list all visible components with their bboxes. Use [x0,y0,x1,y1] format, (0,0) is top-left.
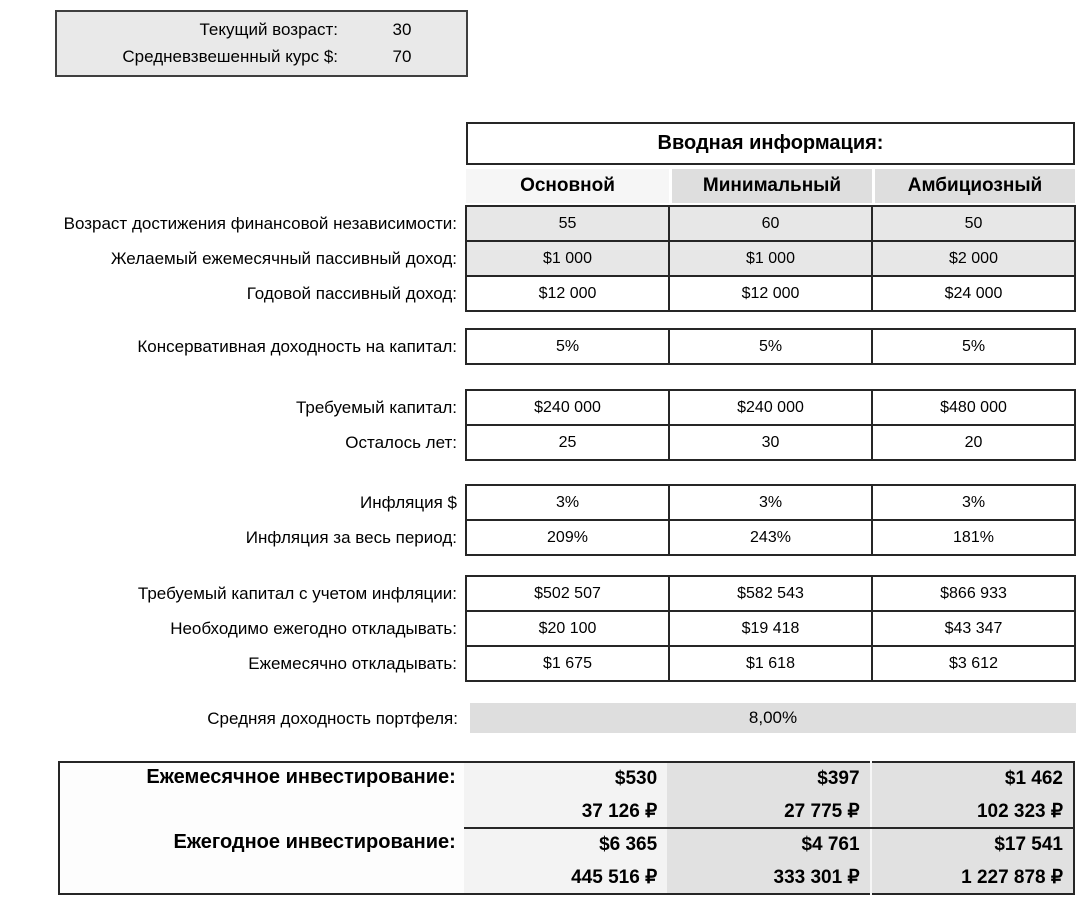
portfolio-return-value[interactable]: 8,00% [470,703,1076,733]
capital-with-inflation-ambitious-cell[interactable]: $866 933 [872,576,1075,611]
table-row [0,520,1075,555]
group-conservative-return [0,328,1076,365]
current-age-label: Текущий возраст: [199,19,338,39]
desired-monthly-income-minimal-cell[interactable]: $1 000 [669,241,872,276]
table-row [0,646,1075,681]
current-age-value[interactable]: 30 [392,19,412,39]
period-inflation-ambitious-cell[interactable]: 181% [872,520,1075,555]
monthly-savings-main-cell[interactable]: $1 675 [466,646,669,681]
table-row [0,241,1075,276]
conservative-return-minimal-cell[interactable]: 5% [669,329,872,364]
table-row [0,276,1075,311]
table-row [0,425,1075,460]
annual-investment-main-rub[interactable]: 445 516 ₽ [464,861,667,894]
monthly-investment-main-rub[interactable]: 37 126 ₽ [464,795,667,828]
monthly-savings-label: Ежемесячно откладывать: [248,653,457,673]
fi-age-label: Возраст достижения финансовой независимости: [63,213,457,233]
annual-investment-main-usd[interactable]: $6 365 [464,828,667,861]
table-row [0,329,1075,364]
column-headers [0,169,1075,203]
column-header-ambitious[interactable]: Амбициозный [872,169,1075,203]
monthly-investment-label: Ежемесячное инвестирование: [59,762,464,828]
usd-inflation-main-cell[interactable]: 3% [466,485,669,520]
table-row [0,485,1075,520]
group-inflation [0,484,1076,556]
annual-passive-income-minimal-cell[interactable]: $12 000 [669,276,872,311]
monthly-investment-main-usd[interactable]: $530 [464,762,667,795]
table-row [0,390,1075,425]
annual-investment-minimal-usd[interactable]: $4 761 [667,828,870,861]
usd-inflation-label: Инфляция $ [360,492,457,512]
annual-passive-income-ambitious-cell[interactable]: $24 000 [872,276,1075,311]
table-row [0,576,1075,611]
annual-savings-ambitious-cell[interactable]: $43 347 [872,611,1075,646]
required-capital-minimal-cell[interactable]: $240 000 [669,390,872,425]
portfolio-return-label: Средняя доходность портфеля: [207,709,458,728]
group-savings-plan [0,575,1076,682]
capital-with-inflation-main-cell[interactable]: $502 507 [466,576,669,611]
period-inflation-label: Инфляция за весь период: [245,527,457,547]
usd-inflation-ambitious-cell[interactable]: 3% [872,485,1075,520]
info-row-current-age [57,20,466,40]
capital-with-inflation-minimal-cell[interactable]: $582 543 [669,576,872,611]
table-row [59,762,1074,795]
column-headers-spacer [0,169,466,203]
required-capital-ambitious-cell[interactable]: $480 000 [872,390,1075,425]
years-left-minimal-cell[interactable]: 30 [669,425,872,460]
usd-rate-label: Средневзвешенный курс $: [122,47,338,67]
desired-monthly-income-label: Желаемый ежемесячный пассивный доход: [110,248,457,268]
fi-age-ambitious-cell[interactable]: 50 [872,206,1075,241]
monthly-savings-ambitious-cell[interactable]: $3 612 [872,646,1075,681]
required-capital-main-cell[interactable]: $240 000 [466,390,669,425]
required-capital-label: Требуемый капитал: [295,397,457,417]
monthly-investment-minimal-rub[interactable]: 27 775 ₽ [667,795,870,828]
years-left-label: Осталось лет: [345,432,457,452]
monthly-investment-minimal-usd[interactable]: $397 [667,762,870,795]
monthly-investment-ambitious-rub[interactable]: 102 323 ₽ [871,795,1074,828]
fi-age-main-cell[interactable]: 55 [466,206,669,241]
period-inflation-minimal-cell[interactable]: 243% [669,520,872,555]
annual-investment-ambitious-usd[interactable]: $17 541 [871,828,1074,861]
table-row [0,611,1075,646]
summary-table [58,761,1075,895]
annual-investment-minimal-rub[interactable]: 333 301 ₽ [667,861,870,894]
table-row [0,206,1075,241]
capital-with-inflation-label: Требуемый капитал с учетом инфляции: [137,583,457,603]
group-income-targets [0,205,1076,312]
conservative-return-ambitious-cell[interactable]: 5% [872,329,1075,364]
monthly-savings-minimal-cell[interactable]: $1 618 [669,646,872,681]
conservative-return-main-cell[interactable]: 5% [466,329,669,364]
usd-rate-value[interactable]: 70 [392,47,412,67]
group-required-capital [0,389,1076,461]
annual-savings-label: Необходимо ежегодно откладывать: [170,618,457,638]
info-row-usd-rate [57,47,466,67]
table-row [59,828,1074,861]
annual-investment-label: Ежегодное инвестирование: [59,828,464,894]
info-box [55,10,468,77]
usd-inflation-minimal-cell[interactable]: 3% [669,485,872,520]
annual-passive-income-main-cell[interactable]: $12 000 [466,276,669,311]
annual-investment-ambitious-rub[interactable]: 1 227 878 ₽ [871,861,1074,894]
annual-savings-main-cell[interactable]: $20 100 [466,611,669,646]
column-header-main[interactable]: Основной [466,169,669,203]
table-title: Вводная информация: [466,122,1075,165]
annual-savings-minimal-cell[interactable]: $19 418 [669,611,872,646]
annual-passive-income-label: Годовой пассивный доход: [246,283,457,303]
years-left-main-cell[interactable]: 25 [466,425,669,460]
fi-age-minimal-cell[interactable]: 60 [669,206,872,241]
column-header-minimal[interactable]: Минимальный [669,169,872,203]
desired-monthly-income-main-cell[interactable]: $1 000 [466,241,669,276]
years-left-ambitious-cell[interactable]: 20 [872,425,1075,460]
conservative-return-label: Консервативная доходность на капитал: [137,336,457,356]
monthly-investment-ambitious-usd[interactable]: $1 462 [871,762,1074,795]
period-inflation-main-cell[interactable]: 209% [466,520,669,555]
desired-monthly-income-ambitious-cell[interactable]: $2 000 [872,241,1075,276]
